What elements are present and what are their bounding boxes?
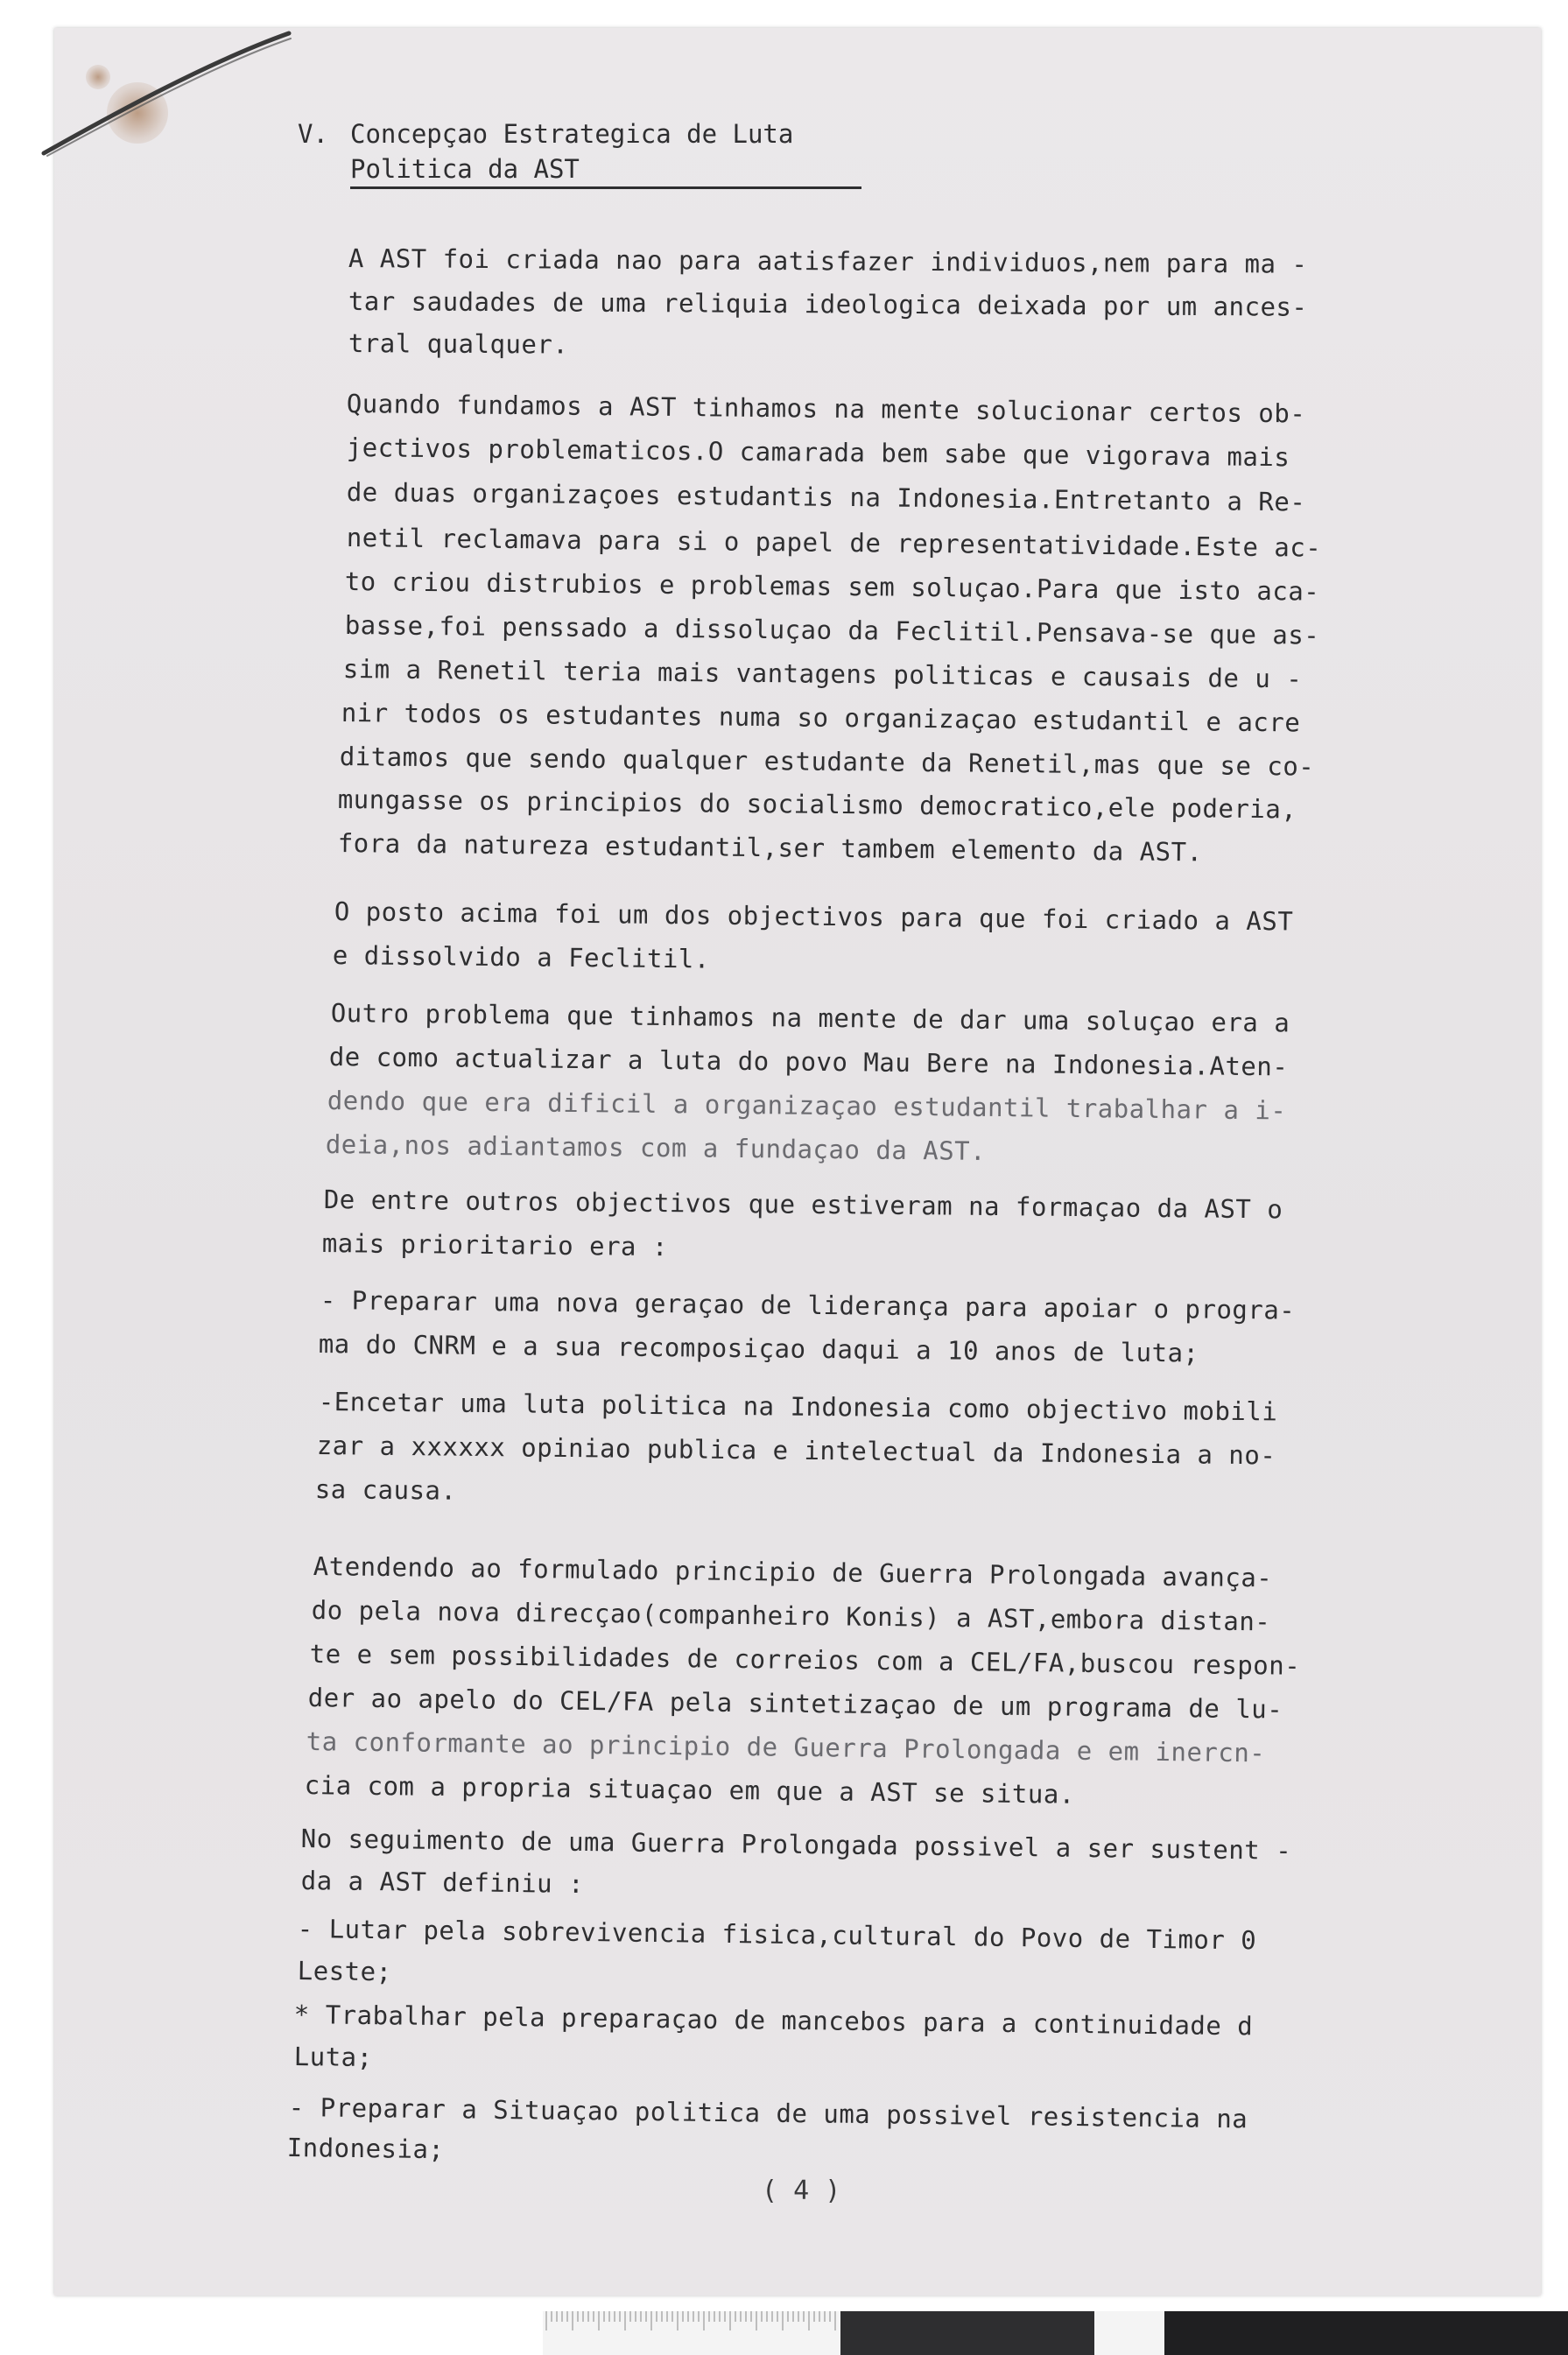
text-line: cia com a propria situaçao em que a AST se situa. [304, 1770, 1075, 1810]
section-number: V. [298, 119, 328, 149]
heading-line-2: Politica da AST [350, 154, 580, 184]
text-line: Atendendo ao formulado principio de Guerra Prolongada avança- [313, 1551, 1273, 1593]
page-number: ( 4 ) [762, 2176, 841, 2206]
text-line: te e sem possibilidades de correios com a CEL/FA,buscou respon- [309, 1639, 1301, 1681]
text-line: to criou distrubios e problemas sem soluçao.Para que isto aca- [344, 566, 1320, 607]
text-line: fora da natureza estudantil,ser tambem elemento da AST. [337, 828, 1203, 868]
text-line: sa causa. [314, 1474, 457, 1506]
text-line: nir todos os estudantes numa so organizaçao estudantil e acre [341, 698, 1301, 738]
text-line: ma do CNRM e a sua recomposiçao daqui a 10 anos de luta; [318, 1329, 1199, 1368]
text-line: e dissolvido a Feclitil. [332, 940, 711, 974]
text-line: Luta; [293, 2042, 373, 2073]
text-line: de como actualizar a luta do povo Mau Bere na Indonesia.Aten- [328, 1042, 1289, 1082]
text-line: Indonesia; [286, 2133, 445, 2165]
text-line: der ao apelo do CEL/FA pela sintetizaçao de um programa de lu- [307, 1683, 1283, 1725]
text-line: ditamos que sendo qualquer estudante da Renetil,mas que se co- [339, 742, 1315, 782]
text-line: do pela nova direcçao(companheiro Konis) a AST,embora distan- [311, 1595, 1271, 1637]
text-line: Outro problema que tinhamos na mente de dar uma soluçao era a [330, 998, 1290, 1038]
pencil-stroke-mark [35, 26, 298, 158]
scale-ruler [543, 2311, 1568, 2355]
text-line: A AST foi criada nao para aatisfazer individuos,nem para ma - [348, 243, 1308, 279]
text-line: O posto acima foi um dos objectivos para que foi criado a AST [334, 896, 1294, 937]
text-line: * Trabalhar pela preparaçao de mancebos para a continuidade d [293, 2000, 1254, 2042]
text-line: - Preparar uma nova geraçao de liderança para apoiar o progra- [320, 1285, 1296, 1325]
text-line: tar saudades de uma reliquia ideologica deixada por um ances- [348, 286, 1308, 322]
text-line: mais prioritario era : [321, 1228, 669, 1262]
text-line: tral qualquer. [348, 328, 569, 360]
text-line: De entre outros objectivos que estiveram na formaçao da AST o [323, 1185, 1283, 1225]
text-line: netil reclamava para si o papel de representatividade.Este ac- [346, 523, 1322, 563]
heading-line-1: Concepçao Estrategica de Luta [350, 119, 794, 149]
text-line: -Encetar uma luta politica na Indonesia como objectivo mobili [318, 1387, 1278, 1427]
text-line: Leste; [297, 1956, 392, 1987]
text-line: basse,foi penssado a dissoluçao da Feclitil.Pensava-se que as- [344, 610, 1320, 650]
text-line: zar a xxxxxx opiniao publica e intelectual da Indonesia a no- [316, 1431, 1276, 1471]
text-line: de duas organizaçoes estudantis na Indonesia.Entretanto a Re- [346, 477, 1306, 517]
text-line: dendo que era dificil a organizaçao estudantil trabalhar a i- [327, 1086, 1287, 1126]
text-line: - Lutar pela sobrevivencia fisica,cultural do Povo de Timor 0 [297, 1914, 1257, 1956]
text-line: mungasse os principios do socialismo democratico,ele poderia, [337, 784, 1297, 825]
text-line: No seguimento de uma Guerra Prolongada possivel a ser sustent - [300, 1824, 1292, 1866]
text-line: deia,nos adiantamos com a fundaçao da AST. [325, 1129, 987, 1166]
text-line: da a AST definiu : [300, 1866, 585, 1899]
text-line: ta conformante ao principio de Guerra Prolongada e em inercn- [306, 1726, 1266, 1768]
text-line: - Preparar a Situaçao politica de uma possivel resistencia na [288, 2092, 1248, 2134]
text-line: jectivos problematicos.O camarada bem sabe que vigorava mais [346, 432, 1290, 473]
text-line: sim a Renetil teria mais vantagens politicas e causais de u - [342, 654, 1303, 694]
heading-underline [350, 186, 861, 189]
text-line: Quando fundamos a AST tinhamos na mente solucionar certos ob- [346, 389, 1306, 429]
